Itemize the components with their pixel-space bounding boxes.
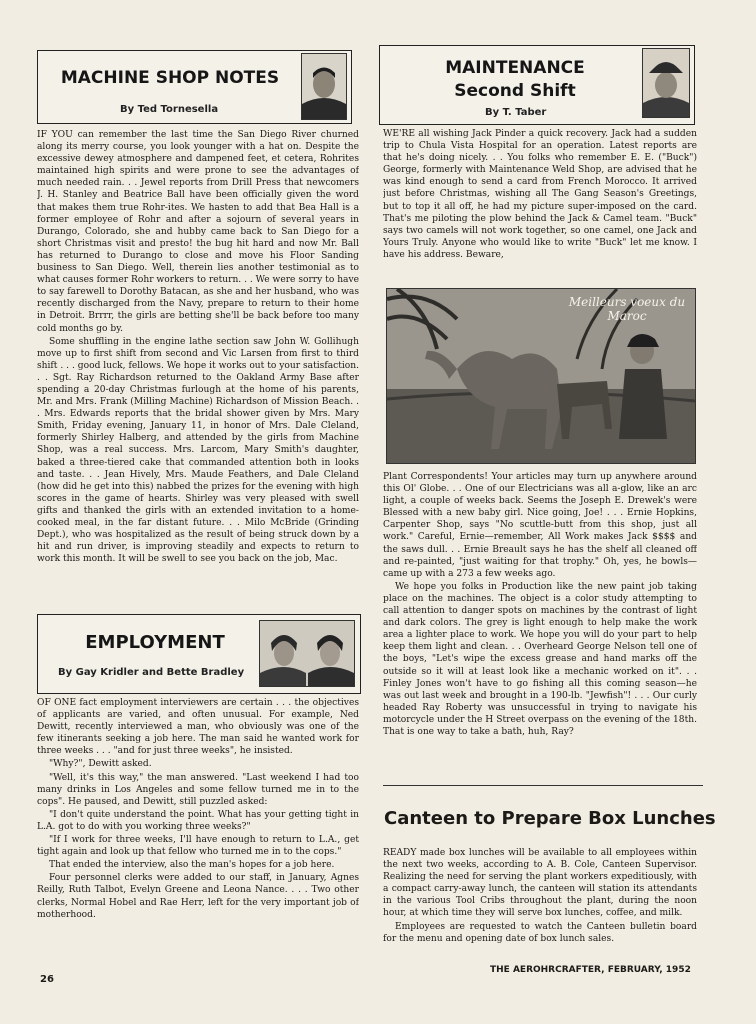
camel-plow-photo <box>386 288 696 464</box>
maintenance-body-top <box>383 128 697 280</box>
employment-paragraph: That ended the interview, also the man's hopes for a job here. <box>49 860 335 871</box>
employment-title: EMPLOYMENT <box>85 632 225 653</box>
maintenance-byline: By T. Taber <box>485 107 547 118</box>
magazine-footer: THE AEROHRCRAFTER, FEBRUARY, 1952 <box>490 965 691 975</box>
canteen-body <box>383 847 697 957</box>
maintenance-paragraph: WE'RE all wishing Jack Pinder a quick recovery. Jack had a sudden trip to Chula Vista Hospital for an operation. Latest reports are that he's doing nicely. . . You folks who remember E. E. ("Buck") George, formerly with Maintenance Weld Shop, are advised that he was kind enough to send a card from French Morocco. It arrived just before Christmas, wishing all The Gang Season's Greetings, but to top it all off, he had my picture super-imposed on the card. That's me piloting the plow behind the Jack & Camel team. "Buck" says two camels will not work together, so one camel, one Jack and Yours Truly. Anyone who would like to write "Buck" let me know. I have his address. Beware, <box>383 129 697 260</box>
section-divider <box>383 785 703 786</box>
employment-portraits <box>259 620 355 687</box>
maintenance-paragraph: Plant Correspondents! Your articles may turn up anywhere around this Ol' Globe. . . One of our Electricians was all a-glow, like an arc light, a couple of weeks back. Seems the Joseph E. Drewek's were Blessed with a new baby girl. Nice going, Joe! . . . Ernie Hopkins, Carpenter Shop, says "No scuttle-butt from this shop, just all work." Careful, Ernie—remember, All Work makes Jack $$$$ and the saws dull. . . Ernie Breault says he has the shelf all cleaned off and re-painted, "just waiting for that trophy." Oh, yes, he bowls—came up with a 273 a few weeks ago. <box>383 472 697 579</box>
maintenance-paragraph: We hope you folks in Production like the new paint job taking place on the machines. The object is a color study attempting to call attention to danger spots on machines by the contrast of light and dark colors. The grey is light enough to help make the work area a lighter place to work. We hope you will do your part to help keep them light and clean. . . Overheard George Nelson tell one of the boys, "Let's wipe the excess grease and hand marks off the outside so it will at least look like a mechanic worked on it". . . Finley Jones won't have to go fishing all this coming season—he was out last week and brought in a 190-lb. "Jewfish"! . . . Our curly headed Ray Roberty was unsuccessful in trying to navigate his motorcycle under the H Street overpass on the evening of the 18th. That is one way to take a bath, huh, Ray? <box>383 581 697 737</box>
employment-paragraph: "I don't quite understand the point. What has your getting tight in L.A. got to do with you working three weeks?" <box>37 809 359 832</box>
taber-portrait <box>642 48 690 118</box>
canteen-paragraph: Employees are requested to watch the Canteen bulletin board for the menu and opening date of box lunch sales. <box>383 921 697 944</box>
employment-paragraph: "Why?", Dewitt asked. <box>49 759 152 770</box>
employment-paragraph: Four personnel clerks were added to our staff, in January, Agnes Reilly, Ruth Talbot, Evelyn Greene and Leona Nance. . . . Two other clerks, Normal Hobel and Rae Herr, left for the very important job of motherhood. <box>37 873 359 920</box>
employment-byline: By Gay Kridler and Bette Bradley <box>58 667 245 678</box>
canteen-paragraph: READY made box lunches will be available to all employees within the next two weeks, according to A. B. Cole, Canteen Supervisor. Realizing the need for serving the plant workers expeditiously, with a compact carry-away lunch, the canteen will station its attendants in the various Tool Cribs throughout the plant, during the noon hour, at which time they will serve box lunches, coffee, and milk. <box>383 848 697 919</box>
canteen-title: Canteen to Prepare Box Lunches <box>384 808 716 829</box>
page-number: 26 <box>40 974 54 985</box>
employment-paragraph: "Well, it's this way," the man answered. "Last weekend I had too many drinks in Los Angeles and some fellow turned me in to the cops". He paused, and Dewitt, still puzzled asked: <box>37 772 359 807</box>
maintenance-title: MAINTENANCE <box>445 58 585 78</box>
machine-shop-paragraph: Some shuffling in the engine lathe section saw John W. Gollihugh move up to first shift from second and Vic Larsen from first to third shift . . . good luck, fellows. We hope it works out to your satisfaction. . . Sgt. Ray Richardson returned to the Oakland Army Base after spending a 20-day Christmas furlough at the home of his parents, Mr. and Mrs. Frank (Milling Machine) Richardson of Mission Beach. . . Mrs. Edwards reports that the bridal shower given by Mrs. Mary Smith, Friday evening, January 11, in honor of Mrs. Dale Cleland, formerly Shirley Halberg, and attended by the girls from Machine Shop, was a real success. Mrs. Larcom, Mary Smith's daughter, baked a three-tiered cake that commanded attention both in looks and taste. . . Jean Hively, Mrs. Maude Feathers, and Dale Cleland (how did he get into this) nabbed the prizes for the evening with high scores in the game of hearts. Shirley was very pleased with swell gifts and thanked the girls with an extended invitation to a home-cooked meal, in the far distant future. . . Milo McBride (Grinding Dept.), who was hospitalized as the result of being struck down by a hit and run driver, is improving steadily and expects to return to work this month. It will be swell to see you back on the job, Mac. <box>37 336 359 565</box>
machine-shop-body <box>37 129 359 607</box>
maintenance-body-bottom <box>383 471 697 771</box>
machine-shop-title: MACHINE SHOP NOTES <box>60 68 280 88</box>
photo-caption: Meilleurs voeux du Maroc <box>568 295 686 323</box>
tornesella-portrait <box>301 53 347 120</box>
machine-shop-paragraph: IF YOU can remember the last time the San Diego River churned along its merry course, you look younger with a hat on. Despite the excessive dewey atmosphere and dampened feet, et cetera, Rohrites maintained high spirits and were prone to see the advantages of much needed rain. . . Jewel reports from Drill Press that newcomers J. H. Stanley and Beatrice Ball have been officially given the word that makes them true Rohr-ites. We hasten to add that Bea Hall is a former employee of Rohr and after a sojourn of several years in Durango, Colorado, she and hubby came back to San Diego for a short Christmas visit and presto! the bug hit hard and now Mr. Ball has returned to Durango to close and move his Floor Sanding business to San Diego. Well, therein lies another testimonial as to what causes former Rohr workers to return. . . We were sorry to have to say farewell to Dorothy Batacan, as she and her husband, who was recently discharged from the Navy, prepare to return to their home in Detroit. Brrrr, the girls are betting she'll be back before too many cold months go by. <box>37 130 359 334</box>
employment-body <box>37 697 359 965</box>
maintenance-subtitle: Second Shift <box>454 81 576 101</box>
employment-paragraph: "If I work for three weeks, I'll have enough to return to L.A., get tight again and look up that fellow who turned me in to the cops." <box>37 835 359 858</box>
machine-shop-byline: By Ted Tornesella <box>120 104 219 115</box>
employment-paragraph: OF ONE fact employment interviewers are certain . . . the objectives of applicants are varied, and often unusual. For example, Ned Dewitt, recently interviewed a man, who obviously was one of the few itinerants seeking a job here. The man said he wanted work for three weeks . . . "and for just three weeks", he insisted. <box>37 698 359 757</box>
